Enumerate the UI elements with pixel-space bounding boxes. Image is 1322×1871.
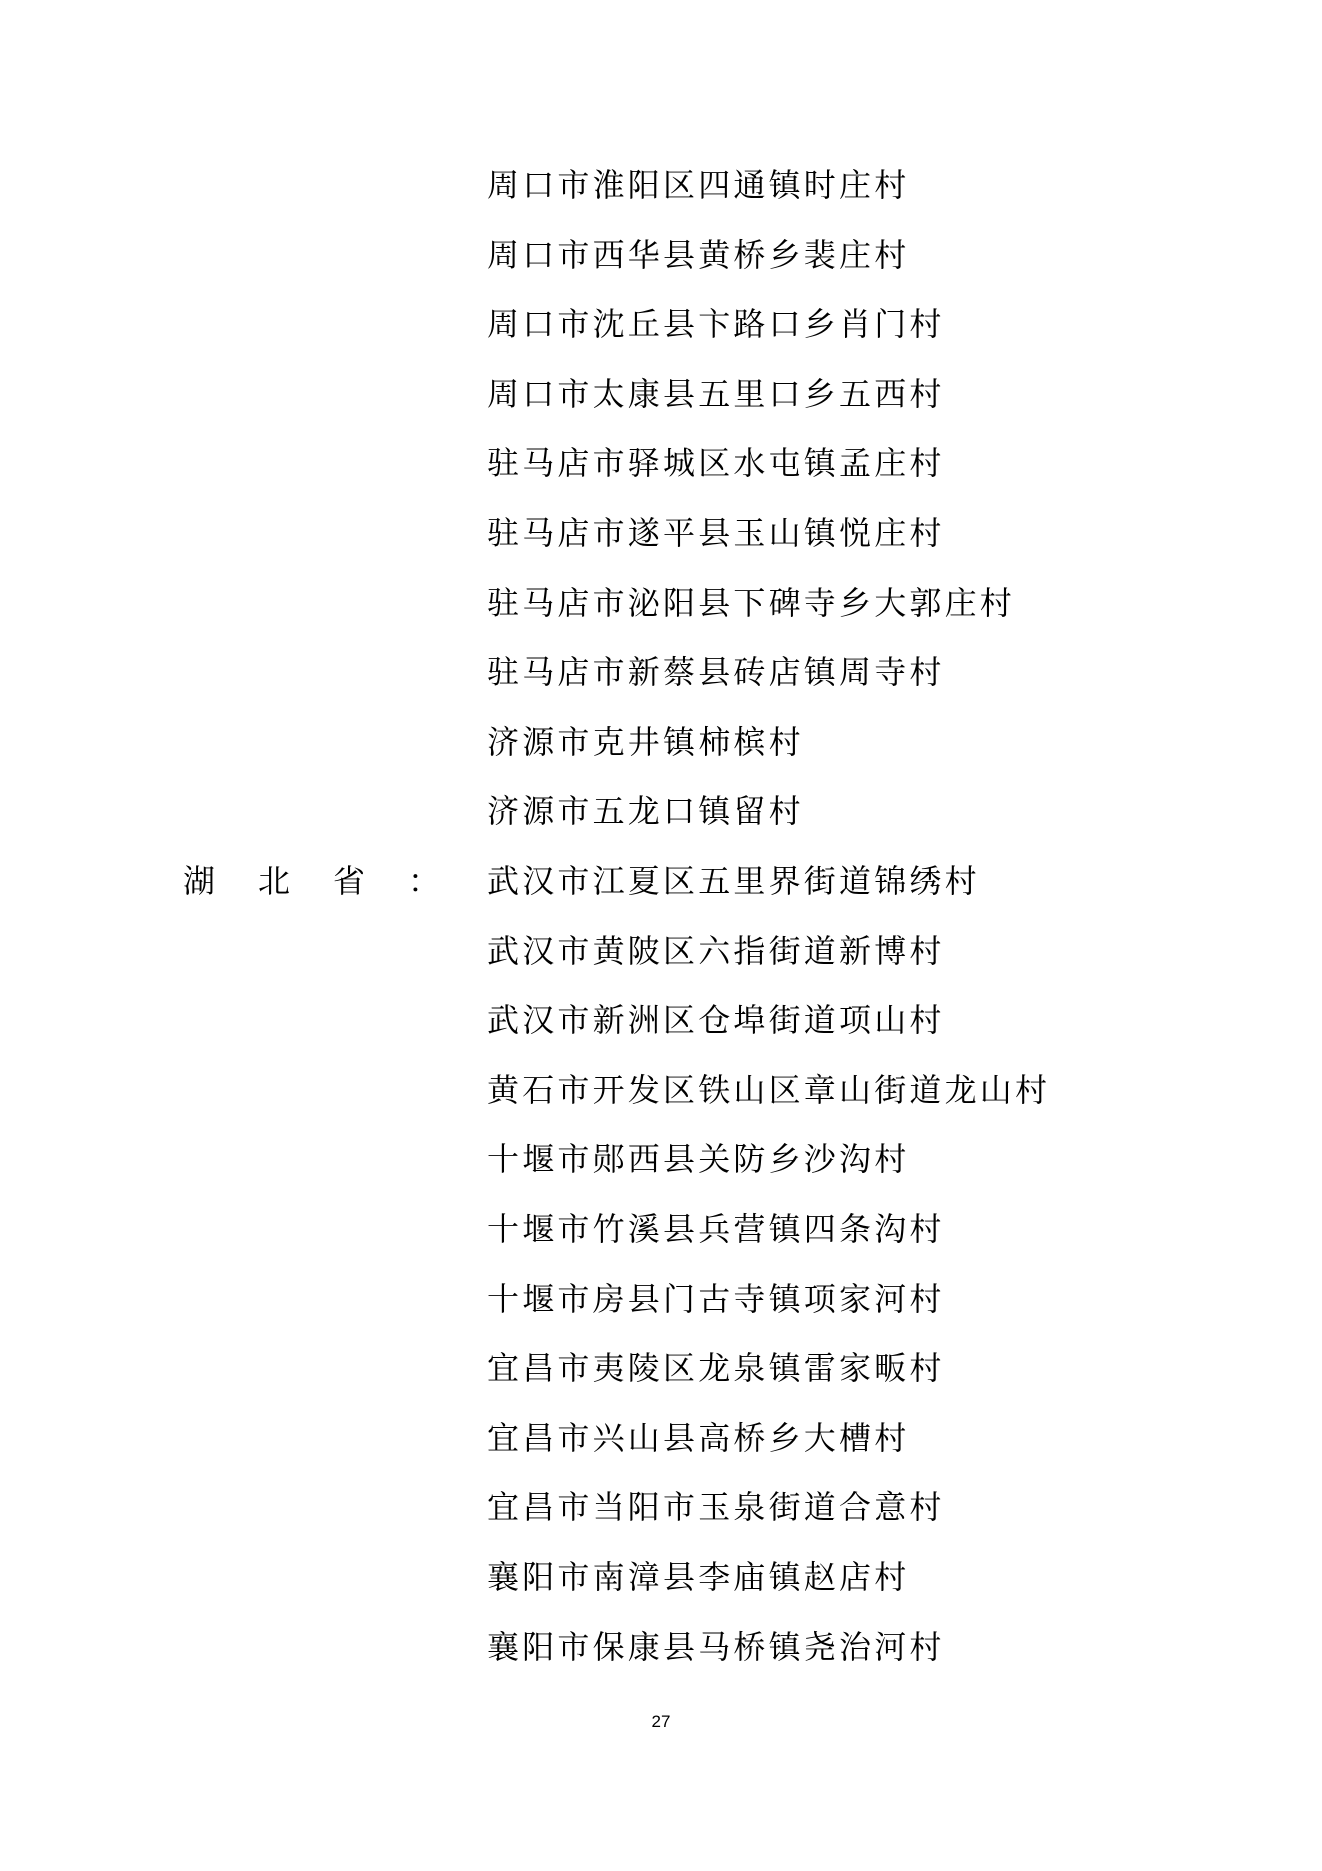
village-name: 济源市五龙口镇留村 [487,792,804,831]
list-item [0,1628,1322,1698]
list-item [0,514,1322,584]
henan-continued-list [0,166,1322,862]
village-name: 武汉市黄陂区六指街道新博村 [487,931,945,970]
list-item [0,1210,1322,1280]
province-label [183,862,440,900]
list-item [0,1558,1322,1628]
village-name: 周口市沈丘县卞路口乡肖门村 [487,305,945,344]
list-item [0,375,1322,445]
village-name: 驻马店市新蔡县砖店镇周寺村 [487,653,945,692]
village-name: 宜昌市兴山县高桥乡大槽村 [487,1418,910,1457]
village-name: 十堰市竹溪县兵营镇四条沟村 [487,1209,945,1248]
list-item [0,723,1322,793]
village-name: 驻马店市泌阳县下碑寺乡大郭庄村 [487,583,1016,622]
list-item [0,1280,1322,1350]
village-name: 宜昌市夷陵区龙泉镇雷家畈村 [487,1349,945,1388]
village-name: 周口市太康县五里口乡五西村 [487,374,945,413]
list-item [0,166,1322,236]
list-item [0,305,1322,375]
province-label-char: 省 [332,862,365,900]
village-name: 武汉市新洲区仓埠街道项山村 [487,1001,945,1040]
village-name: 济源市克井镇柿槟村 [487,722,804,761]
list-item [0,1001,1322,1071]
list-item [0,653,1322,723]
list-item [0,862,1322,932]
list-item [0,1488,1322,1558]
list-item [0,584,1322,654]
village-name: 武汉市江夏区五里界街道锦绣村 [487,862,980,900]
list-item [0,236,1322,306]
province-label-char: ： [407,862,440,900]
province-label-char: 湖 [183,862,216,900]
village-name: 十堰市房县门古寺镇项家河村 [487,1279,945,1318]
list-item [0,1071,1322,1141]
village-name: 十堰市郧西县关防乡沙沟村 [487,1140,910,1179]
list-item [0,792,1322,862]
village-name: 黄石市开发区铁山区章山街道龙山村 [487,1070,1051,1109]
village-name: 宜昌市当阳市玉泉街道合意村 [487,1488,945,1527]
list-item [0,932,1322,1002]
village-name: 襄阳市保康县马桥镇尧治河村 [487,1627,945,1666]
hubei-list [0,862,1322,1697]
page-number: 27 [651,1712,671,1731]
village-name: 周口市淮阳区四通镇时庄村 [487,166,910,204]
list-item [0,1419,1322,1489]
list-item [0,1349,1322,1419]
list-item [0,1140,1322,1210]
village-name: 驻马店市驿城区水屯镇孟庄村 [487,444,945,483]
village-name: 襄阳市南漳县李庙镇赵店村 [487,1557,910,1596]
village-name: 驻马店市遂平县玉山镇悦庄村 [487,513,945,552]
list-item [0,444,1322,514]
province-label-char: 北 [257,862,290,900]
village-name: 周口市西华县黄桥乡裴庄村 [487,235,910,274]
